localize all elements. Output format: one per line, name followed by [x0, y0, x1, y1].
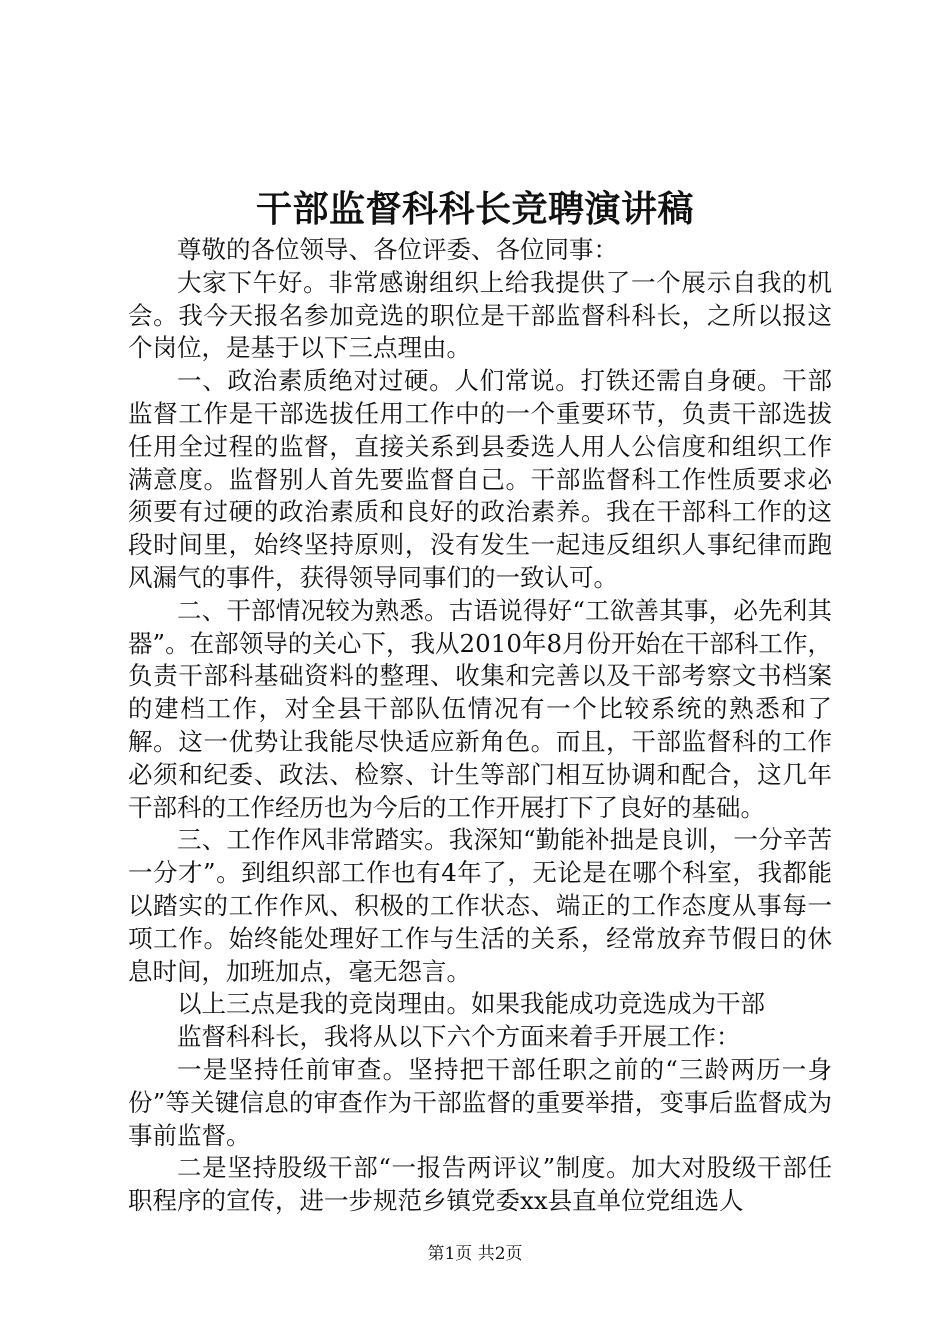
paragraph-greeting: 大家下午好。非常感谢组织上给我提供了一个展示自我的机会。我今天报名参加竞选的职位是干部监督科科长，之所以报这个岗位，是基于以下三点理由。	[128, 267, 832, 363]
paragraph-summary-line-2: 监督科科长，我将从以下六个方面来着手开展工作：	[177, 1022, 741, 1052]
paragraph-reason-3: 三、工作作风非常踏实。我深知“勤能补拙是良训，一分辛苦一分才”。到组织部工作也有4年了，无论是在哪个科室，我都能以踏实的工作作风、积极的工作状态、端正的工作态度从事每一项工作。始终能处理好工作与生活的关系，经常放弃节假日的休息时间，加班加点，毫无怨言。	[128, 825, 832, 986]
paragraph-reason-1: 一、政治素质绝对过硬。人们常说。打铁还需自身硬。干部监督工作是干部选拔任用工作中的一个重要环节，负责干部选拔任用全过程的监督，直接关系到县委选人用人公信度和组织工作满意度。监督别人首先要监督自己。干部监督科工作性质要求必须要有过硬的政治素质和良好的政治素养。我在干部科工作的这段时间里，始终坚持原则，没有发生一起违反组织人事纪律而跑风漏气的事件，获得领导同事们的一致认可。	[128, 366, 832, 592]
paragraph-plan-2: 二是坚持股级干部“一报告两评议”制度。加大对股级干部任职程序的宣传，进一步规范乡镇党委xx县直单位党组选人	[128, 1153, 832, 1216]
paragraph-plan-1: 一是坚持任前审查。坚持把干部任职之前的“三龄两历一身份”等关键信息的审查作为干部监督的重要举措，变事后监督成为事前监督。	[128, 1054, 832, 1150]
paragraph-reason-2: 二、干部情况较为熟悉。古语说得好“工欲善其事，必先利其器”。在部领导的关心下，我从2010年8月份开始在干部科工作，负责干部科基础资料的整理、收集和完善以及干部考察文书档案的建档工作，对全县干部队伍情况有一个比较系统的熟悉和了解。这一优势让我能尽快适应新角色。而且，干部监督科的工作必须和纪委、政法、检察、计生等部门相互协调和配合，这几年干部科的工作经历也为今后的工作开展打下了良好的基础。	[128, 595, 832, 822]
page-footer: 第1页 共2页	[427, 1244, 523, 1264]
paragraph-summary-line-1: 以上三点是我的竞岗理由。如果我能成功竞选成为干部	[177, 989, 765, 1019]
document-body	[128, 234, 832, 1218]
document-title: 干部监督科科长竞聘演讲稿	[255, 188, 694, 230]
paragraph-salutation: 尊敬的各位领导、各位评委、各位同事：	[177, 235, 618, 264]
